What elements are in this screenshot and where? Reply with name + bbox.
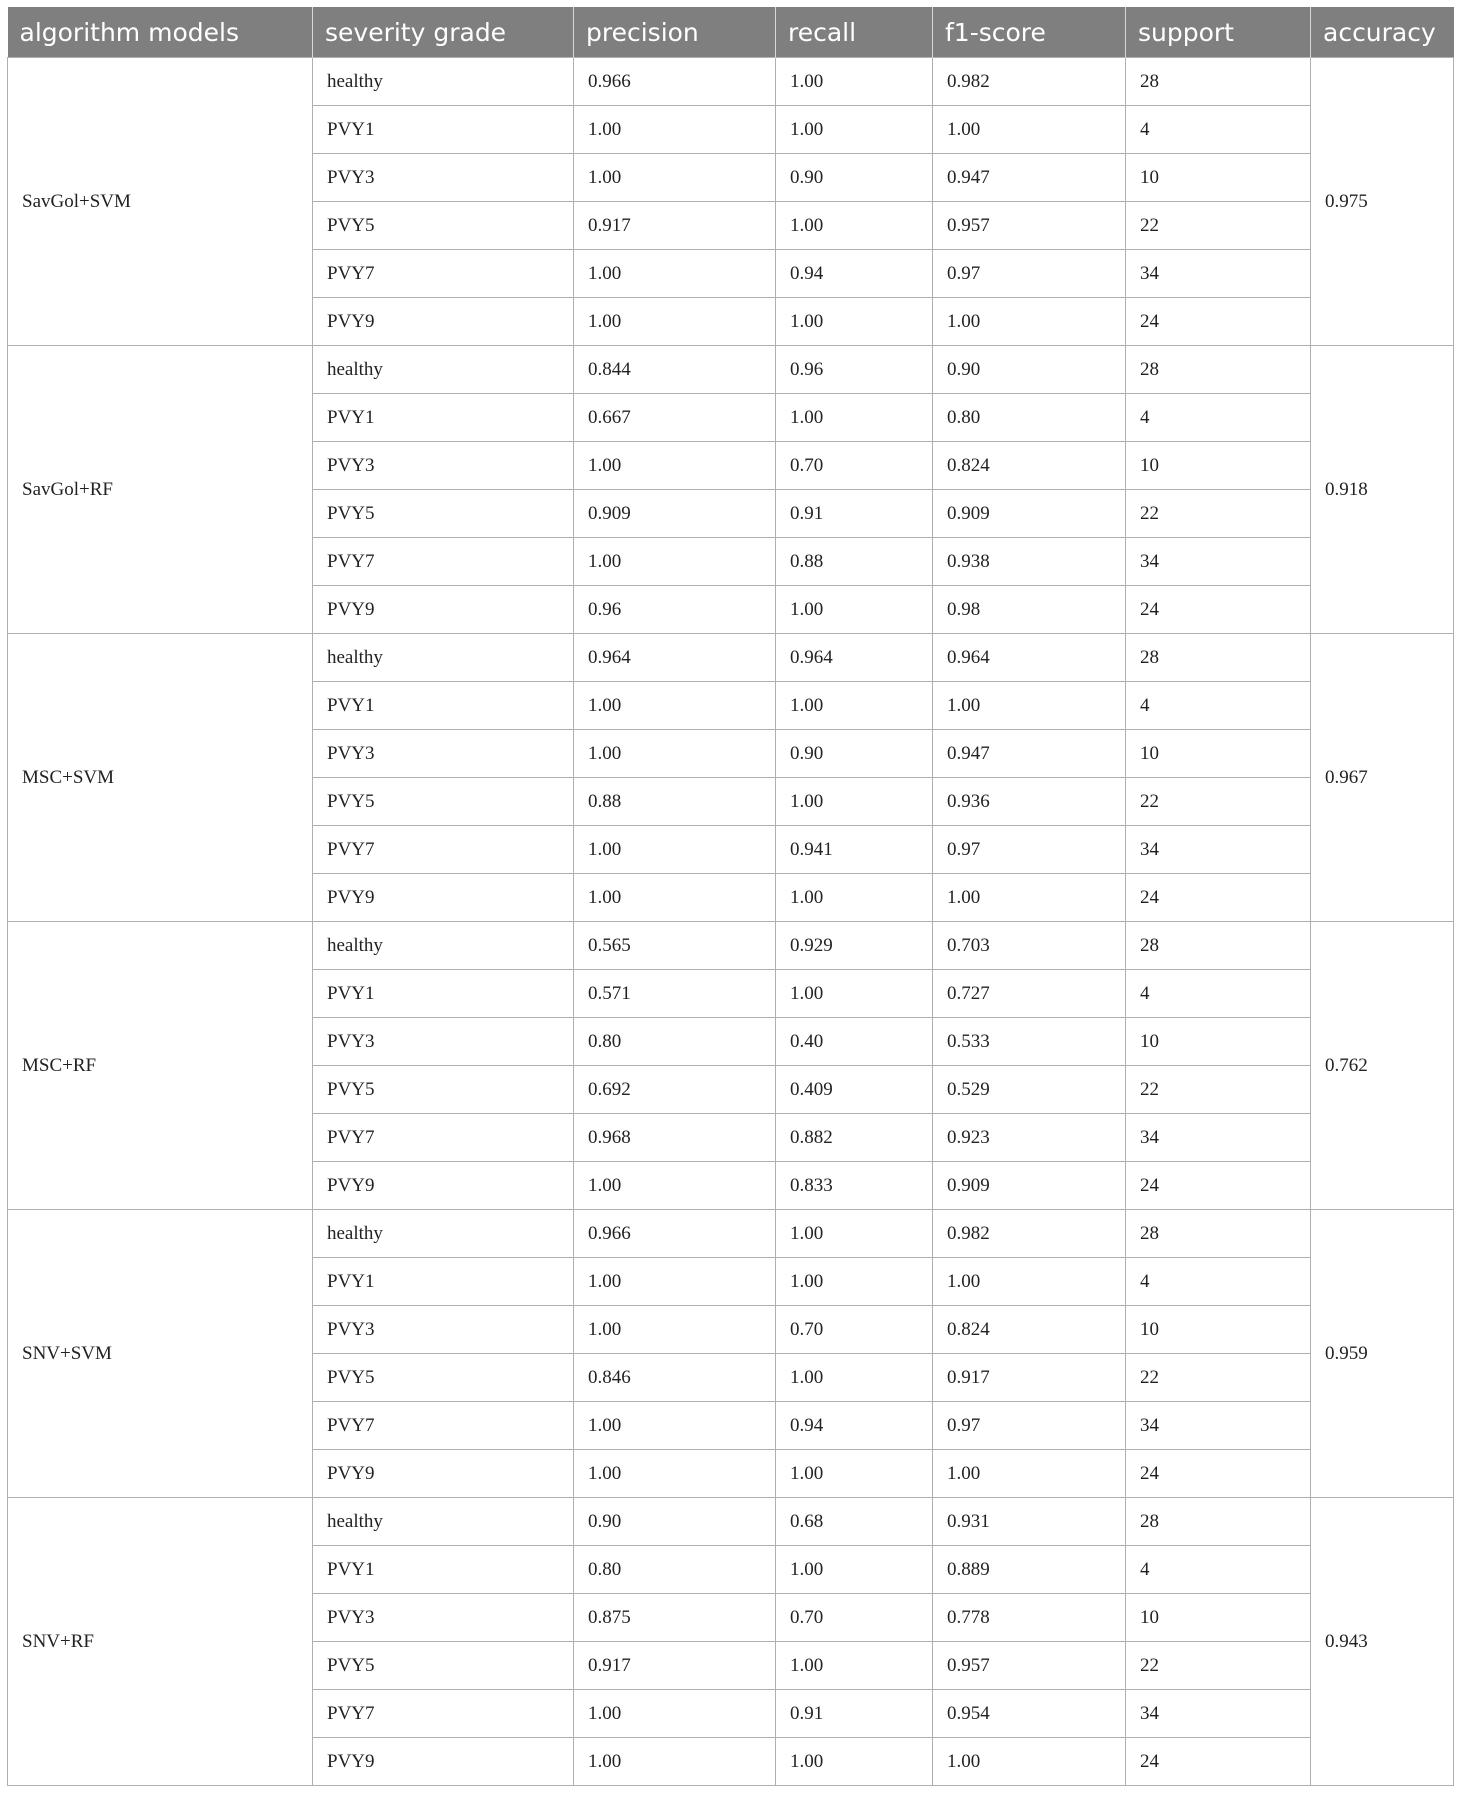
precision-cell: 1.00 (574, 250, 776, 298)
f1-score-cell: 0.917 (933, 1354, 1126, 1402)
support-cell: 24 (1126, 586, 1311, 634)
precision-cell: 1.00 (574, 442, 776, 490)
support-cell: 34 (1126, 1114, 1311, 1162)
recall-cell: 1.00 (776, 1546, 933, 1594)
severity-grade-cell: PVY7 (313, 250, 574, 298)
precision-cell: 0.90 (574, 1498, 776, 1546)
table-row (8, 1498, 1454, 1546)
severity-grade-cell: PVY9 (313, 1450, 574, 1498)
recall-cell: 1.00 (776, 106, 933, 154)
recall-cell: 1.00 (776, 778, 933, 826)
severity-grade-cell: healthy (313, 1498, 574, 1546)
recall-cell: 1.00 (776, 874, 933, 922)
f1-score-cell: 0.982 (933, 58, 1126, 106)
f1-score-cell: 0.964 (933, 634, 1126, 682)
accuracy-cell: 0.762 (1311, 922, 1454, 1210)
recall-cell: 1.00 (776, 298, 933, 346)
support-cell: 22 (1126, 778, 1311, 826)
f1-score-cell: 0.909 (933, 1162, 1126, 1210)
recall-cell: 1.00 (776, 58, 933, 106)
recall-cell: 1.00 (776, 1738, 933, 1786)
f1-score-cell: 1.00 (933, 298, 1126, 346)
f1-score-cell: 0.727 (933, 970, 1126, 1018)
precision-cell: 0.875 (574, 1594, 776, 1642)
f1-score-cell: 0.957 (933, 202, 1126, 250)
precision-cell: 1.00 (574, 1738, 776, 1786)
algorithm-model-cell: SavGol+RF (8, 346, 313, 634)
header-accuracy: accuracy (1311, 7, 1454, 58)
f1-score-cell: 0.529 (933, 1066, 1126, 1114)
f1-score-cell: 1.00 (933, 1738, 1126, 1786)
f1-score-cell: 0.778 (933, 1594, 1126, 1642)
recall-cell: 0.70 (776, 1306, 933, 1354)
accuracy-cell: 0.943 (1311, 1498, 1454, 1786)
severity-grade-cell: PVY3 (313, 1018, 574, 1066)
f1-score-cell: 1.00 (933, 1450, 1126, 1498)
precision-cell: 0.565 (574, 922, 776, 970)
support-cell: 4 (1126, 970, 1311, 1018)
f1-score-cell: 1.00 (933, 682, 1126, 730)
precision-cell: 0.80 (574, 1018, 776, 1066)
precision-cell: 0.917 (574, 1642, 776, 1690)
recall-cell: 0.68 (776, 1498, 933, 1546)
severity-grade-cell: PVY5 (313, 1642, 574, 1690)
support-cell: 34 (1126, 250, 1311, 298)
precision-cell: 0.909 (574, 490, 776, 538)
recall-cell: 0.409 (776, 1066, 933, 1114)
severity-grade-cell: healthy (313, 634, 574, 682)
support-cell: 34 (1126, 826, 1311, 874)
severity-grade-cell: PVY9 (313, 1162, 574, 1210)
f1-score-cell: 0.936 (933, 778, 1126, 826)
recall-cell: 1.00 (776, 586, 933, 634)
algorithm-model-cell: MSC+RF (8, 922, 313, 1210)
f1-score-cell: 1.00 (933, 874, 1126, 922)
precision-cell: 0.917 (574, 202, 776, 250)
precision-cell: 0.844 (574, 346, 776, 394)
recall-cell: 0.94 (776, 250, 933, 298)
support-cell: 24 (1126, 1450, 1311, 1498)
severity-grade-cell: PVY9 (313, 1738, 574, 1786)
header-row (8, 7, 1454, 58)
precision-cell: 0.88 (574, 778, 776, 826)
f1-score-cell: 0.97 (933, 826, 1126, 874)
table-row (8, 922, 1454, 970)
support-cell: 4 (1126, 394, 1311, 442)
severity-grade-cell: PVY1 (313, 682, 574, 730)
table-row (8, 346, 1454, 394)
severity-grade-cell: PVY5 (313, 778, 574, 826)
recall-cell: 0.964 (776, 634, 933, 682)
severity-grade-cell: healthy (313, 58, 574, 106)
precision-cell: 1.00 (574, 1690, 776, 1738)
severity-grade-cell: PVY3 (313, 1594, 574, 1642)
support-cell: 4 (1126, 1258, 1311, 1306)
support-cell: 34 (1126, 1402, 1311, 1450)
support-cell: 10 (1126, 730, 1311, 778)
severity-grade-cell: PVY3 (313, 1306, 574, 1354)
precision-cell: 0.96 (574, 586, 776, 634)
precision-cell: 1.00 (574, 1402, 776, 1450)
support-cell: 28 (1126, 58, 1311, 106)
recall-cell: 0.70 (776, 442, 933, 490)
f1-score-cell: 0.824 (933, 442, 1126, 490)
recall-cell: 0.94 (776, 1402, 933, 1450)
header-recall: recall (776, 7, 933, 58)
table-row (8, 58, 1454, 106)
severity-grade-cell: PVY1 (313, 394, 574, 442)
f1-score-cell: 1.00 (933, 1258, 1126, 1306)
severity-grade-cell: PVY5 (313, 490, 574, 538)
severity-grade-cell: PVY7 (313, 538, 574, 586)
recall-cell: 1.00 (776, 682, 933, 730)
precision-cell: 0.667 (574, 394, 776, 442)
algorithm-model-cell: SNV+SVM (8, 1210, 313, 1498)
precision-cell: 1.00 (574, 682, 776, 730)
precision-cell: 0.80 (574, 1546, 776, 1594)
header-support: support (1126, 7, 1311, 58)
support-cell: 22 (1126, 202, 1311, 250)
accuracy-cell: 0.918 (1311, 346, 1454, 634)
accuracy-cell: 0.975 (1311, 58, 1454, 346)
severity-grade-cell: PVY1 (313, 1258, 574, 1306)
recall-cell: 1.00 (776, 1642, 933, 1690)
precision-cell: 0.966 (574, 58, 776, 106)
recall-cell: 0.40 (776, 1018, 933, 1066)
severity-grade-cell: PVY3 (313, 154, 574, 202)
support-cell: 10 (1126, 442, 1311, 490)
severity-grade-cell: PVY9 (313, 874, 574, 922)
recall-cell: 0.929 (776, 922, 933, 970)
severity-grade-cell: PVY5 (313, 202, 574, 250)
recall-cell: 1.00 (776, 202, 933, 250)
support-cell: 34 (1126, 1690, 1311, 1738)
results-table-container (7, 7, 1453, 1786)
f1-score-cell: 0.923 (933, 1114, 1126, 1162)
support-cell: 24 (1126, 1162, 1311, 1210)
support-cell: 24 (1126, 1738, 1311, 1786)
precision-cell: 1.00 (574, 538, 776, 586)
table-row (8, 1210, 1454, 1258)
f1-score-cell: 0.982 (933, 1210, 1126, 1258)
support-cell: 10 (1126, 154, 1311, 202)
support-cell: 10 (1126, 1306, 1311, 1354)
severity-grade-cell: healthy (313, 922, 574, 970)
f1-score-cell: 0.954 (933, 1690, 1126, 1738)
precision-cell: 0.964 (574, 634, 776, 682)
precision-cell: 1.00 (574, 874, 776, 922)
precision-cell: 0.846 (574, 1354, 776, 1402)
algorithm-model-cell: SNV+RF (8, 1498, 313, 1786)
precision-cell: 1.00 (574, 154, 776, 202)
precision-cell: 0.692 (574, 1066, 776, 1114)
f1-score-cell: 0.98 (933, 586, 1126, 634)
f1-score-cell: 0.824 (933, 1306, 1126, 1354)
precision-cell: 0.966 (574, 1210, 776, 1258)
recall-cell: 0.91 (776, 1690, 933, 1738)
support-cell: 28 (1126, 346, 1311, 394)
support-cell: 24 (1126, 298, 1311, 346)
recall-cell: 0.90 (776, 730, 933, 778)
support-cell: 34 (1126, 538, 1311, 586)
precision-cell: 1.00 (574, 1306, 776, 1354)
support-cell: 28 (1126, 1210, 1311, 1258)
f1-score-cell: 0.909 (933, 490, 1126, 538)
support-cell: 22 (1126, 1354, 1311, 1402)
recall-cell: 1.00 (776, 1450, 933, 1498)
support-cell: 22 (1126, 1642, 1311, 1690)
precision-cell: 0.968 (574, 1114, 776, 1162)
severity-grade-cell: PVY7 (313, 826, 574, 874)
severity-grade-cell: PVY9 (313, 586, 574, 634)
recall-cell: 0.90 (776, 154, 933, 202)
support-cell: 4 (1126, 682, 1311, 730)
support-cell: 28 (1126, 634, 1311, 682)
severity-grade-cell: healthy (313, 1210, 574, 1258)
support-cell: 28 (1126, 1498, 1311, 1546)
recall-cell: 0.941 (776, 826, 933, 874)
severity-grade-cell: PVY7 (313, 1114, 574, 1162)
recall-cell: 1.00 (776, 1210, 933, 1258)
recall-cell: 0.88 (776, 538, 933, 586)
recall-cell: 1.00 (776, 970, 933, 1018)
severity-grade-cell: PVY3 (313, 442, 574, 490)
precision-cell: 1.00 (574, 1258, 776, 1306)
recall-cell: 0.91 (776, 490, 933, 538)
header-f1-score: f1-score (933, 7, 1126, 58)
f1-score-cell: 0.931 (933, 1498, 1126, 1546)
severity-grade-cell: PVY3 (313, 730, 574, 778)
f1-score-cell: 0.533 (933, 1018, 1126, 1066)
precision-cell: 0.571 (574, 970, 776, 1018)
f1-score-cell: 0.703 (933, 922, 1126, 970)
precision-cell: 1.00 (574, 826, 776, 874)
accuracy-cell: 0.959 (1311, 1210, 1454, 1498)
f1-score-cell: 0.947 (933, 154, 1126, 202)
recall-cell: 1.00 (776, 1258, 933, 1306)
f1-score-cell: 0.80 (933, 394, 1126, 442)
precision-cell: 1.00 (574, 1450, 776, 1498)
support-cell: 24 (1126, 874, 1311, 922)
severity-grade-cell: PVY7 (313, 1690, 574, 1738)
recall-cell: 1.00 (776, 1354, 933, 1402)
f1-score-cell: 0.889 (933, 1546, 1126, 1594)
precision-cell: 1.00 (574, 106, 776, 154)
f1-score-cell: 0.938 (933, 538, 1126, 586)
support-cell: 4 (1126, 1546, 1311, 1594)
header-precision: precision (574, 7, 776, 58)
recall-cell: 0.96 (776, 346, 933, 394)
severity-grade-cell: PVY7 (313, 1402, 574, 1450)
severity-grade-cell: PVY5 (313, 1066, 574, 1114)
precision-cell: 1.00 (574, 1162, 776, 1210)
support-cell: 22 (1126, 1066, 1311, 1114)
severity-grade-cell: PVY5 (313, 1354, 574, 1402)
table-row (8, 634, 1454, 682)
recall-cell: 1.00 (776, 394, 933, 442)
f1-score-cell: 0.90 (933, 346, 1126, 394)
severity-grade-cell: PVY9 (313, 298, 574, 346)
recall-cell: 0.70 (776, 1594, 933, 1642)
support-cell: 10 (1126, 1018, 1311, 1066)
table-body (8, 58, 1454, 1786)
recall-cell: 0.882 (776, 1114, 933, 1162)
recall-cell: 0.833 (776, 1162, 933, 1210)
precision-cell: 1.00 (574, 730, 776, 778)
f1-score-cell: 0.97 (933, 1402, 1126, 1450)
support-cell: 28 (1126, 922, 1311, 970)
severity-grade-cell: PVY1 (313, 1546, 574, 1594)
severity-grade-cell: PVY1 (313, 106, 574, 154)
algorithm-model-cell: MSC+SVM (8, 634, 313, 922)
f1-score-cell: 1.00 (933, 106, 1126, 154)
f1-score-cell: 0.947 (933, 730, 1126, 778)
support-cell: 22 (1126, 490, 1311, 538)
header-algorithm-models: algorithm models (8, 7, 313, 58)
precision-cell: 1.00 (574, 298, 776, 346)
severity-grade-cell: healthy (313, 346, 574, 394)
algorithm-model-cell: SavGol+SVM (8, 58, 313, 346)
support-cell: 10 (1126, 1594, 1311, 1642)
results-table (7, 7, 1454, 1786)
f1-score-cell: 0.97 (933, 250, 1126, 298)
severity-grade-cell: PVY1 (313, 970, 574, 1018)
f1-score-cell: 0.957 (933, 1642, 1126, 1690)
support-cell: 4 (1126, 106, 1311, 154)
accuracy-cell: 0.967 (1311, 634, 1454, 922)
header-severity-grade: severity grade (313, 7, 574, 58)
